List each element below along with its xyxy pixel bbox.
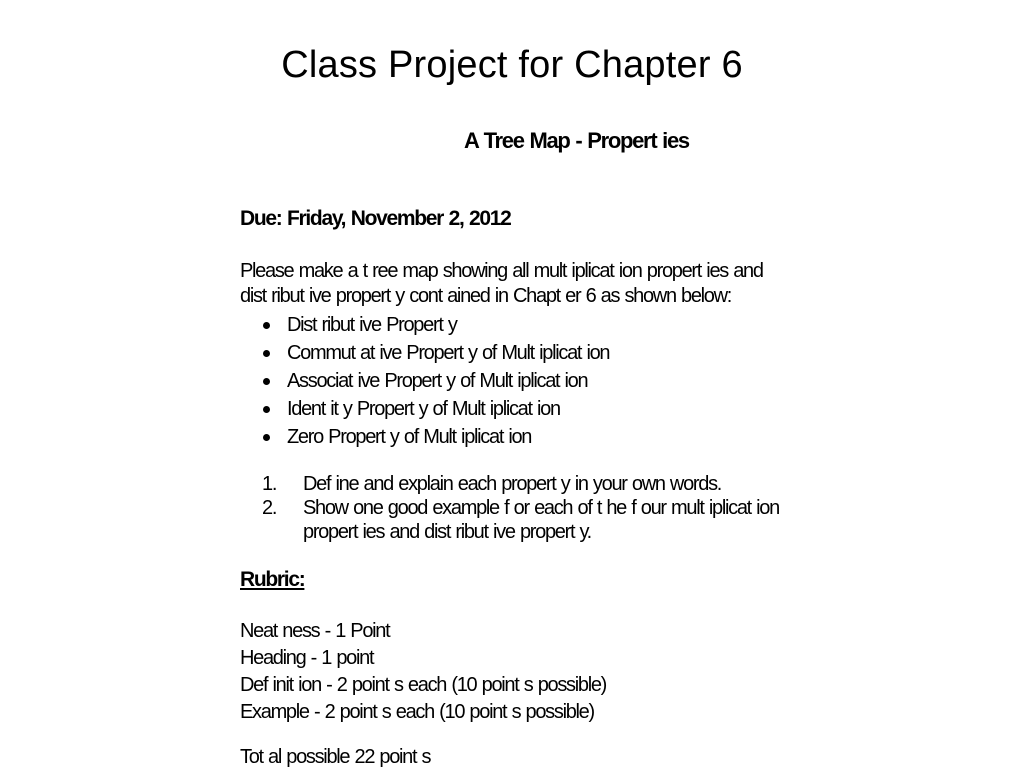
properties-list — [258, 311, 609, 451]
rubric-item: Def init ion - 2 point s each (10 point s possible) — [240, 674, 607, 696]
list-item — [258, 339, 609, 367]
step-item — [240, 496, 840, 544]
list-item — [258, 395, 609, 423]
rubric-item: Example - 2 point s each (10 point s possible) — [240, 701, 594, 723]
instructions-paragraph — [240, 259, 840, 309]
rubric-heading: Rubric: — [240, 568, 305, 591]
bullet-icon — [263, 322, 270, 329]
property-label: Commut at ive Propert y of Mult iplicat ion — [287, 342, 610, 364]
bullet-icon — [263, 434, 270, 441]
step-number: 2. — [262, 497, 277, 519]
rubric-item: Neat ness - 1 Point — [240, 620, 390, 642]
bullet-icon — [263, 378, 270, 385]
rubric-item: Heading - 1 point — [240, 647, 374, 669]
property-label: Ident it y Propert y of Mult iplicat ion — [287, 398, 560, 420]
step-number: 1. — [262, 473, 277, 495]
step-text-continued: propert ies and dist ribut ive propert y. — [303, 521, 591, 543]
due-date: Due: Friday, November 2, 2012 — [240, 207, 511, 230]
property-label: Zero Propert y of Mult iplicat ion — [287, 426, 532, 448]
list-item — [258, 423, 609, 451]
step-text: Def ine and explain each propert y in your own words. — [303, 473, 722, 495]
subtitle: A Tree Map - Propert ies — [464, 128, 689, 153]
property-label: Associat ive Propert y of Mult iplicat ion — [287, 370, 588, 392]
bullet-icon — [263, 350, 270, 357]
rubric-list — [240, 618, 606, 726]
instructions-line: Please make a t ree map showing all mult iplicat ion propert ies and — [240, 260, 763, 282]
step-text: Show one good example f or each of t he f our mult iplicat ion — [303, 497, 779, 519]
steps-list — [240, 472, 840, 544]
property-label: Dist ribut ive Propert y — [287, 314, 457, 336]
instructions-line: dist ribut ive propert y cont ained in Chapt er 6 as shown below: — [240, 285, 732, 307]
list-item — [258, 311, 609, 339]
rubric-total: Tot al possible 22 point s — [240, 746, 431, 768]
step-item — [240, 472, 840, 496]
list-item — [258, 367, 609, 395]
bullet-icon — [263, 406, 270, 413]
page-title: Class Project for Chapter 6 — [281, 44, 743, 86]
